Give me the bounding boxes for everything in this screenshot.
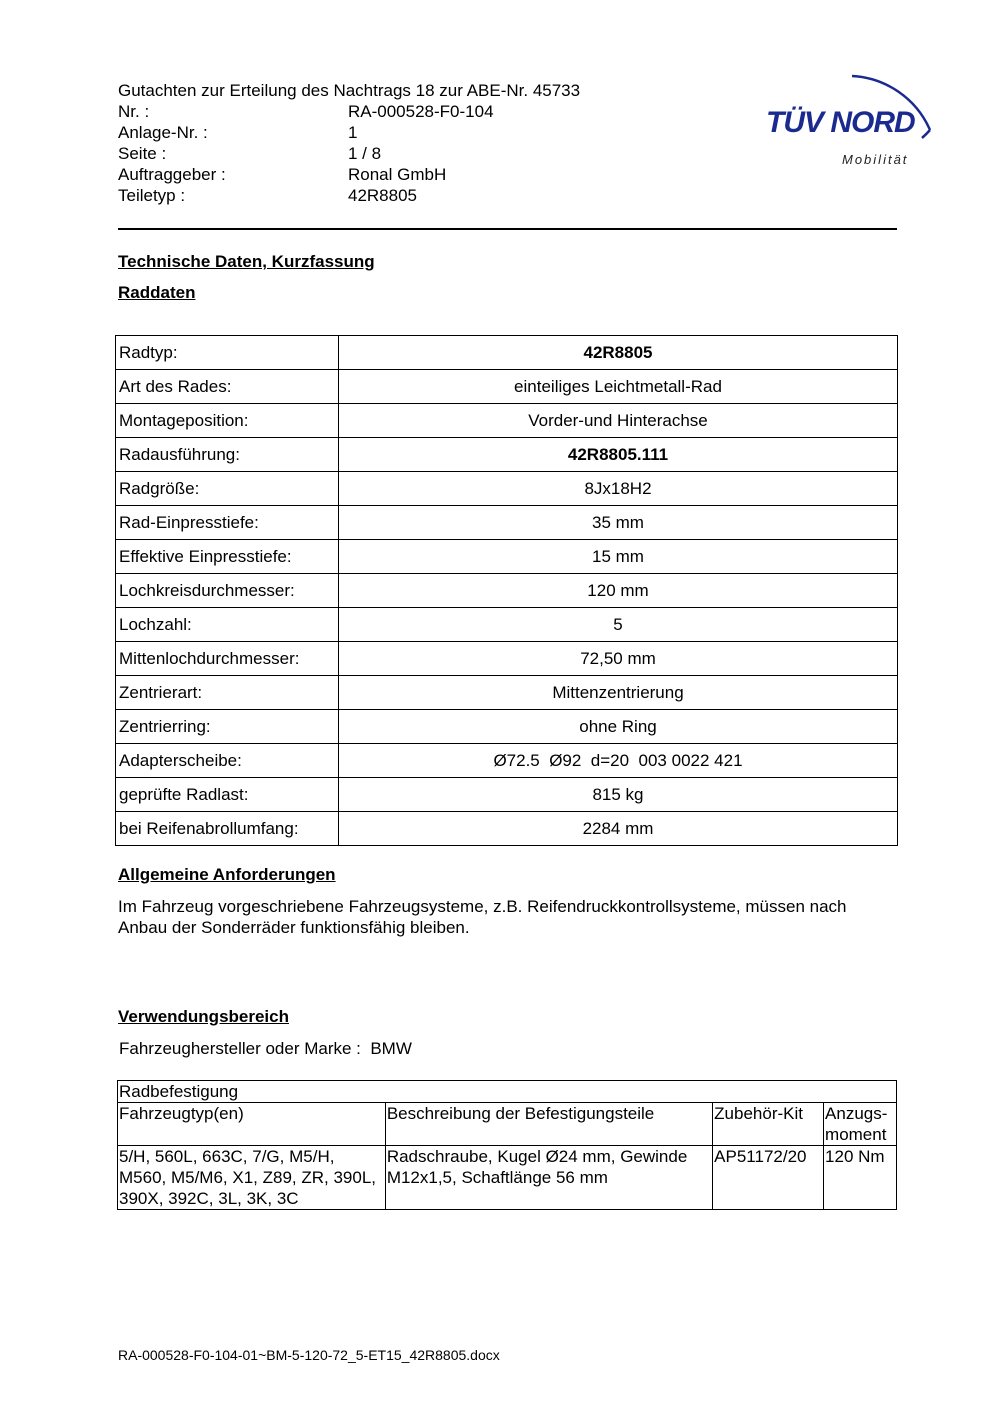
row-label: Lochkreisdurchmesser:	[116, 574, 339, 608]
row-value: ohne Ring	[339, 710, 898, 744]
header-value-auftraggeber: Ronal GmbH	[348, 165, 447, 184]
cell-description: Radschraube, Kugel Ø24 mm, Gewinde M12x1,5, Schaftlänge 56 mm	[385, 1146, 712, 1210]
row-label: Lochzahl:	[116, 608, 339, 642]
row-value: 42R8805.111	[339, 438, 898, 472]
row-value: 15 mm	[339, 540, 898, 574]
table-row	[116, 472, 898, 506]
wheel-data-table	[115, 335, 898, 846]
fixing-caption: Radbefestigung	[118, 1081, 897, 1103]
row-label: Effektive Einpresstiefe:	[116, 540, 339, 574]
row-label: Zentrierring:	[116, 710, 339, 744]
row-value: Ø72.5 Ø92 d=20 003 0022 421	[339, 744, 898, 778]
row-value: 5	[339, 608, 898, 642]
cell-vehicle-types: 5/H, 560L, 663C, 7/G, M5/H, M560, M5/M6, X1, Z89, ZR, 390L, 390X, 392C, 3L, 3K, 3C	[118, 1146, 386, 1210]
table-header-row	[118, 1103, 897, 1146]
section-allgemein: Allgemeine Anforderungen	[118, 865, 336, 884]
row-label: Art des Rades:	[116, 370, 339, 404]
table-row	[116, 778, 898, 812]
header-divider	[118, 228, 897, 230]
header-label-anlage: Anlage-Nr. :	[118, 123, 208, 142]
manufacturer-line: Fahrzeughersteller oder Marke : BMW	[119, 1039, 412, 1058]
row-value: Mittenzentrierung	[339, 676, 898, 710]
footer-filename: RA-000528-F0-104-01~BM-5-120-72_5-ET15_42R8805.docx	[118, 1347, 500, 1363]
table-row	[116, 812, 898, 846]
table-row	[116, 574, 898, 608]
document-title-line: Gutachten zur Erteilung des Nachtrags 18 zur ABE-Nr. 45733	[118, 81, 581, 100]
cell-torque: 120 Nm	[824, 1146, 897, 1210]
row-value: 42R8805	[339, 336, 898, 370]
row-value: 8Jx18H2	[339, 472, 898, 506]
header-cell: Fahrzeugtyp(en)	[118, 1103, 386, 1146]
table-row	[116, 744, 898, 778]
row-label: geprüfte Radlast:	[116, 778, 339, 812]
table-caption-row	[118, 1081, 897, 1103]
row-value: 2284 mm	[339, 812, 898, 846]
header-label-seite: Seite :	[118, 144, 167, 163]
cell-kit: AP51172/20	[713, 1146, 824, 1210]
row-label: Radausführung:	[116, 438, 339, 472]
table-row	[116, 506, 898, 540]
row-label: Radtyp:	[116, 336, 339, 370]
table-row	[116, 404, 898, 438]
section-verwendung: Verwendungsbereich	[118, 1007, 289, 1026]
row-label: Mittenlochdurchmesser:	[116, 642, 339, 676]
section-tech-data: Technische Daten, Kurzfassung	[118, 252, 375, 271]
header-label-teiletyp: Teiletyp :	[118, 186, 186, 205]
header-value-nr: RA-000528-F0-104	[348, 102, 494, 121]
row-value: 120 mm	[339, 574, 898, 608]
row-label: bei Reifenabrollumfang:	[116, 812, 339, 846]
row-value: Vorder-und Hinterachse	[339, 404, 898, 438]
section-raddaten: Raddaten	[118, 283, 196, 302]
table-row	[116, 370, 898, 404]
header-cell: Zubehör-Kit	[713, 1103, 824, 1146]
header-cell: Beschreibung der Befestigungsteile	[385, 1103, 712, 1146]
row-label: Radgröße:	[116, 472, 339, 506]
header-label-nr: Nr. :	[118, 102, 150, 121]
header-cell: Anzugs-moment	[824, 1103, 897, 1146]
table-row	[116, 540, 898, 574]
table-row	[116, 608, 898, 642]
table-row	[118, 1146, 897, 1210]
table-row	[116, 438, 898, 472]
row-label: Zentrierart:	[116, 676, 339, 710]
table-row	[116, 642, 898, 676]
fixing-table	[117, 1080, 897, 1210]
row-value: einteiliges Leichtmetall-Rad	[339, 370, 898, 404]
table-row	[116, 336, 898, 370]
row-value: 72,50 mm	[339, 642, 898, 676]
row-value: 35 mm	[339, 506, 898, 540]
table-row	[116, 710, 898, 744]
row-label: Montageposition:	[116, 404, 339, 438]
header-label-auftraggeber: Auftraggeber :	[118, 165, 226, 184]
table-row	[116, 676, 898, 710]
header-value-teiletyp: 42R8805	[348, 186, 418, 205]
logo-sub-text: Mobilität	[842, 152, 909, 167]
row-label: Adapterscheibe:	[116, 744, 339, 778]
allgemein-paragraph: Im Fahrzeug vorgeschriebene Fahrzeugsysteme, z.B. Reifendruckkontrollsysteme, müssen nach Anbau der Sonderräder funktionsfähig bleiben.	[118, 897, 847, 937]
tuv-nord-logo	[760, 58, 940, 173]
header-value-anlage: 1	[348, 123, 358, 142]
row-label: Rad-Einpresstiefe:	[116, 506, 339, 540]
header-value-seite: 1 / 8	[348, 144, 382, 163]
row-value: 815 kg	[339, 778, 898, 812]
logo-brand-text: TÜV NORD	[766, 106, 915, 139]
